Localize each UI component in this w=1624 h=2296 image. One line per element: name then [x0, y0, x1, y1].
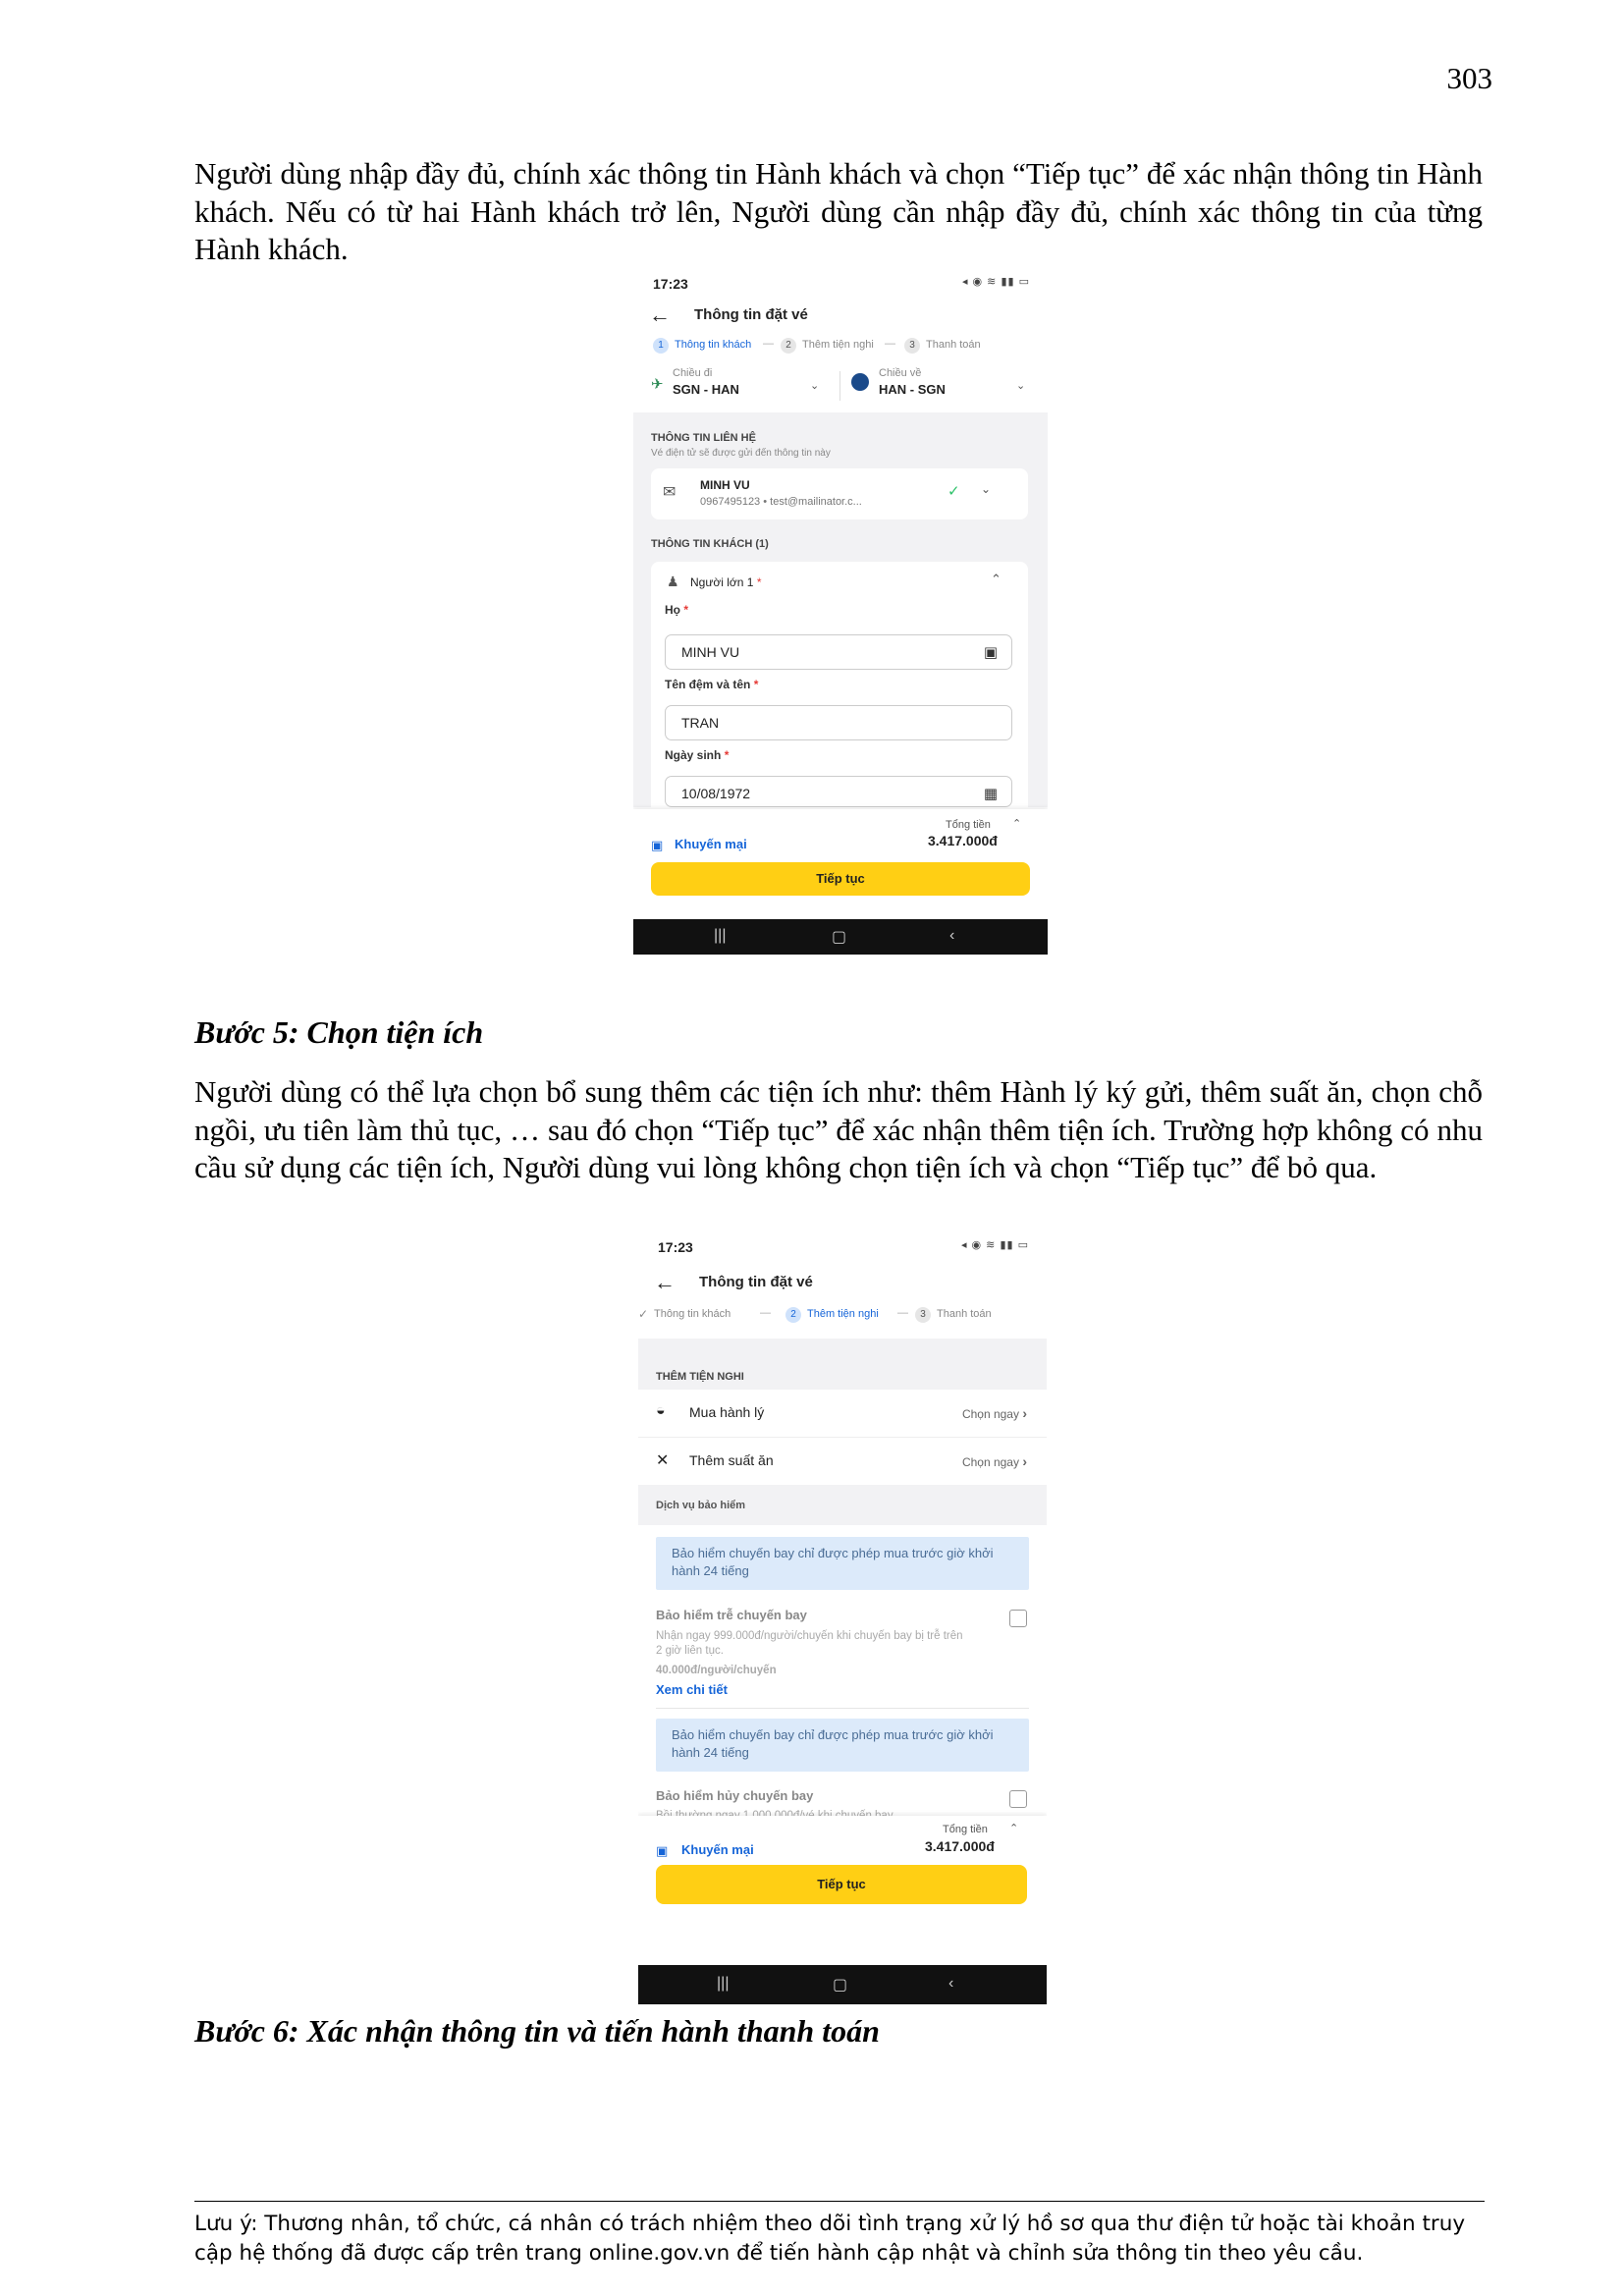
required-mark: * [756, 575, 762, 589]
delay-insurance-desc: Nhận ngay 999.000đ/người/chuyến khi chuyến bay bị trễ trên 2 giờ liên tục. [656, 1630, 963, 1657]
cancel-insurance-checkbox[interactable] [1009, 1790, 1027, 1808]
step-2-number: 2 [785, 1307, 801, 1323]
chevron-right-icon: › [1022, 1453, 1027, 1469]
step-3-label[interactable]: Thanh toán [937, 1308, 992, 1320]
booking-stepper [638, 1307, 1047, 1329]
given-name-label-text: Tên đệm và tên [665, 678, 751, 691]
app-bar [633, 301, 1048, 334]
baggage-label: Mua hành lý [689, 1404, 765, 1420]
meal-row[interactable] [638, 1438, 1047, 1485]
status-icons: ◂ ◉ ≋ ▮▮ ▭ [961, 276, 1030, 288]
step-1-number: 1 [653, 338, 669, 354]
total-value: 3.417.000đ [928, 833, 998, 848]
chevron-down-icon[interactable]: ⌄ [810, 380, 820, 392]
chevron-up-icon[interactable]: ⌃ [991, 572, 1001, 586]
check-icon: ✓ [947, 483, 960, 500]
choose-now-label: Chọn ngay [961, 1455, 1019, 1469]
airline-logo-icon: ✈ [651, 376, 664, 393]
surname-value: MINH VU [681, 644, 740, 660]
status-bar [638, 1230, 1047, 1260]
passenger-title[interactable] [690, 575, 761, 589]
return-route[interactable]: HAN - SGN [879, 382, 946, 397]
contact-card-icon[interactable]: ▣ [983, 644, 998, 661]
calendar-icon[interactable]: ▦ [983, 786, 998, 802]
contact-name: MINH VU [700, 478, 750, 492]
dob-label-text: Ngày sinh [665, 748, 722, 762]
contact-note: Vé điện tử sẽ được gửi đến thông tin này [651, 448, 831, 459]
chevron-up-icon[interactable]: ⌃ [1009, 1823, 1019, 1834]
back-icon[interactable]: ‹ [949, 927, 955, 944]
step6-heading: Bước 6: Xác nhận thông tin và tiến hành thanh toán [194, 2013, 880, 2049]
back-arrow-icon[interactable]: ← [649, 302, 671, 327]
footer-divider [194, 2201, 1485, 2202]
step5-heading: Bước 5: Chọn tiện ích [194, 1014, 484, 1050]
given-name-value: TRAN [681, 715, 720, 731]
given-name-field[interactable] [665, 705, 1012, 740]
step-1-check-icon: ✓ [638, 1307, 649, 1321]
mail-icon: ✉ [663, 484, 677, 501]
insurance-notice: Bảo hiểm chuyến bay chỉ được phép mua trước giờ khởi hành 24 tiếng [656, 1719, 1029, 1772]
baggage-row[interactable] [638, 1390, 1047, 1438]
back-icon[interactable]: ‹ [948, 1975, 954, 1992]
continue-button[interactable]: Tiếp tục [656, 1865, 1027, 1904]
dob-label [665, 748, 729, 762]
route-divider [839, 371, 840, 401]
passenger-section-title: THÔNG TIN KHÁCH (1) [651, 538, 769, 550]
amenities-section-title: THÊM TIỆN NGHI [656, 1371, 744, 1383]
given-name-label [665, 678, 758, 691]
recent-apps-icon[interactable]: ||| [714, 927, 727, 944]
chevron-down-icon[interactable]: ⌄ [1016, 380, 1026, 392]
outbound-route[interactable]: SGN - HAN [673, 382, 739, 397]
surname-label [665, 603, 688, 617]
ticket-icon: ▣ [656, 1843, 669, 1858]
step-divider: — [760, 1307, 771, 1319]
delay-insurance-price: 40.000đ/người/chuyến [656, 1665, 777, 1676]
cancel-insurance-title: Bảo hiểm hủy chuyến bay [656, 1788, 814, 1803]
step-2-number: 2 [781, 338, 796, 354]
footer-note: Lưu ý: Thương nhân, tổ chức, cá nhân có trách nhiệm theo dõi tình trạng xử lý hồ sơ qua thư điện tử hoặc tài khoản truy cập hệ thống đã được cấp trên trang online.gov.vn để tiến hành cập nhật và chỉnh sửa thông tin theo yêu cầu. [194, 2212, 1466, 2266]
step-divider: — [763, 338, 774, 350]
total-label: Tổng tiền [946, 819, 991, 831]
airline-logo-icon [851, 373, 869, 391]
step-3-number: 3 [915, 1307, 931, 1323]
contact-detail: 0967495123 • test@mailinator.c... [700, 496, 862, 508]
passenger-info-screenshot [633, 267, 1048, 955]
home-icon[interactable]: ▢ [832, 929, 847, 946]
outbound-label: Chiều đi [673, 367, 713, 379]
dob-value: 10/08/1972 [681, 786, 751, 801]
android-nav-bar [638, 1965, 1047, 2004]
step-3-label[interactable]: Thanh toán [926, 339, 981, 351]
chevron-up-icon[interactable]: ⌃ [1012, 818, 1022, 830]
surname-field[interactable] [665, 634, 1012, 670]
ticket-icon: ▣ [651, 838, 664, 852]
contact-card[interactable] [651, 468, 1028, 519]
promo-link[interactable]: Khuyến mại [681, 1842, 754, 1857]
promo-link[interactable]: Khuyến mại [675, 837, 747, 851]
delay-insurance-checkbox[interactable] [1009, 1610, 1027, 1627]
recent-apps-icon[interactable]: ||| [717, 1975, 730, 1992]
continue-button[interactable]: Tiếp tục [651, 862, 1030, 896]
total-value: 3.417.000đ [925, 1838, 995, 1854]
required-mark: * [683, 603, 689, 617]
status-time: 17:23 [653, 276, 688, 292]
passenger-label: Người lớn 1 [690, 575, 754, 589]
screen-title: Thông tin đặt vé [699, 1274, 813, 1290]
baggage-action[interactable] [962, 1405, 1027, 1421]
step-2-label[interactable]: Thêm tiện nghi [802, 339, 874, 351]
step-divider: — [885, 338, 895, 350]
route-selector [633, 365, 1048, 405]
return-label: Chiều về [879, 367, 922, 379]
surname-label-text: Họ [665, 603, 680, 617]
home-icon[interactable]: ▢ [833, 1977, 848, 1994]
paragraph-amenities: Người dùng có thể lựa chọn bổ sung thêm các tiện ích như: thêm Hành lý ký gửi, thêm suất ăn, chọn chỗ ngồi, ưu tiên làm thủ tục, … sau đó chọn “Tiếp tục” để xác nhận thêm tiện ích. Trường hợp không có nhu cầu sử dụng các tiện ích, Người dùng vui lòng không chọn tiện ích và chọn “Tiếp tục” để bỏ qua. [194, 1074, 1483, 1184]
contact-section-title: THÔNG TIN LIÊN HỆ [651, 432, 756, 444]
checkout-panel [633, 809, 1048, 919]
meal-action[interactable] [962, 1453, 1027, 1469]
step-1-label[interactable]: Thông tin khách [675, 339, 752, 351]
android-nav-bar [633, 919, 1048, 955]
required-mark: * [724, 748, 730, 762]
choose-now-label: Chọn ngay [961, 1407, 1019, 1421]
booking-stepper [633, 338, 1048, 359]
step-2-label[interactable]: Thêm tiện nghi [807, 1308, 879, 1320]
screen-title: Thông tin đặt vé [694, 306, 808, 323]
checkout-panel [638, 1816, 1047, 1969]
delay-insurance-title: Bảo hiểm trễ chuyến bay [656, 1608, 807, 1622]
divider [656, 1708, 1029, 1709]
status-bar [633, 267, 1048, 297]
status-time: 17:23 [658, 1239, 693, 1255]
step-divider: — [897, 1307, 908, 1319]
amenities-screenshot [638, 1230, 1047, 2004]
dob-field[interactable] [665, 776, 1012, 807]
meal-label: Thêm suất ăn [689, 1452, 774, 1468]
app-bar [638, 1268, 1047, 1301]
required-mark: * [753, 678, 759, 691]
total-label: Tổng tiền [943, 1824, 988, 1835]
view-detail-link[interactable]: Xem chi tiết [656, 1682, 728, 1697]
back-arrow-icon[interactable]: ← [654, 1270, 676, 1294]
status-icons: ◂ ◉ ≋ ▮▮ ▭ [960, 1239, 1029, 1251]
insurance-section-title: Dịch vụ bảo hiểm [656, 1500, 746, 1511]
step-1-label[interactable]: Thông tin khách [654, 1308, 731, 1320]
utensils-icon: ✕ [656, 1452, 670, 1469]
page-number: 303 [1446, 61, 1492, 95]
chevron-right-icon: › [1022, 1405, 1027, 1421]
person-icon: ♟ [667, 574, 679, 589]
paragraph-passenger-info: Người dùng nhập đầy đủ, chính xác thông tin Hành khách và chọn “Tiếp tục” để xác nhận thông tin Hành khách. Nếu có từ hai Hành khách trở lên, Người dùng cần nhập đầy đủ, chính xác thông tin của từng Hành khách. [194, 156, 1483, 266]
step-3-number: 3 [904, 338, 920, 354]
suitcase-icon: ◒ [656, 1402, 666, 1419]
chevron-down-icon[interactable]: ⌄ [981, 482, 992, 496]
insurance-notice: Bảo hiểm chuyến bay chỉ được phép mua trước giờ khởi hành 24 tiếng [656, 1537, 1029, 1590]
